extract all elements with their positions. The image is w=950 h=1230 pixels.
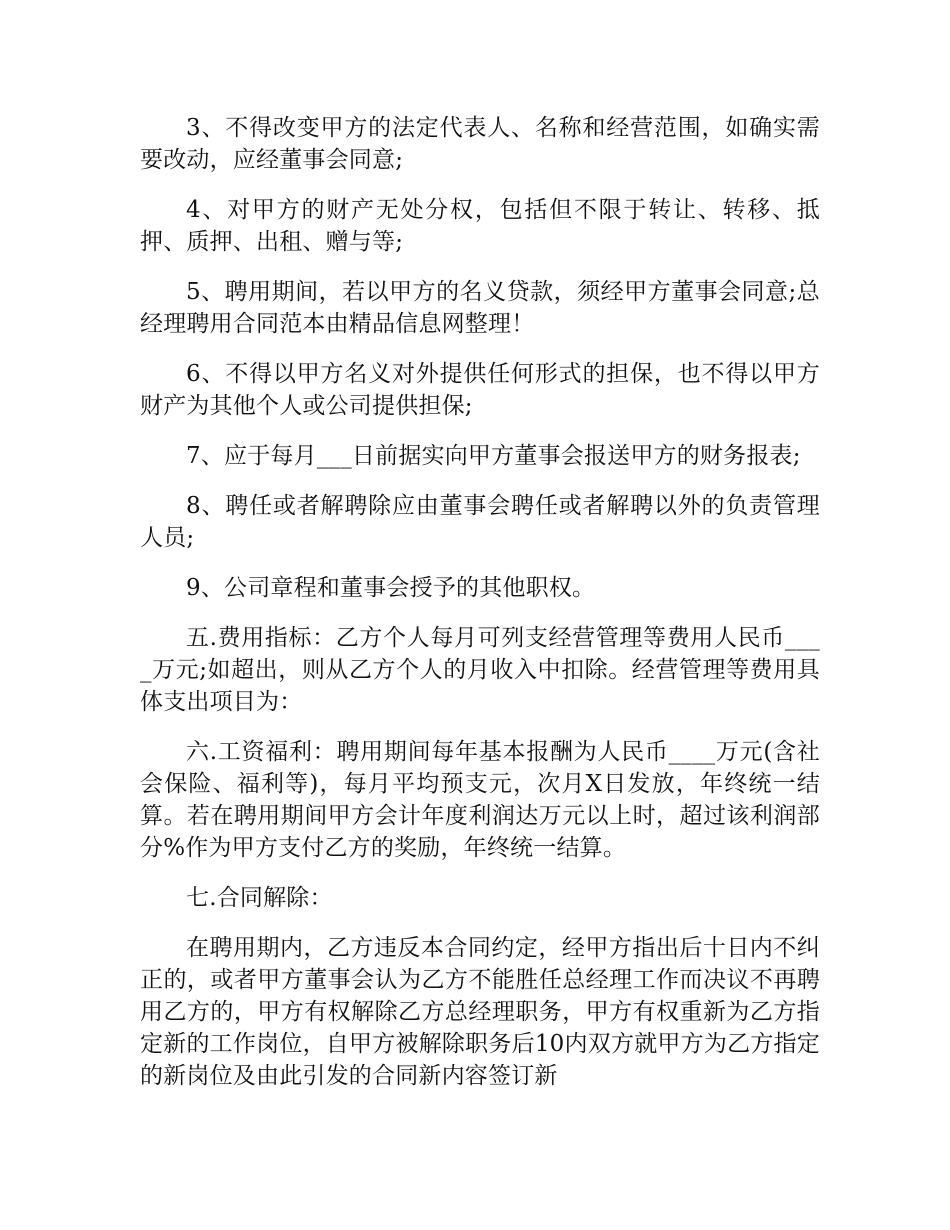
paragraph-clause-5: 5、聘用期间，若以甲方的名义贷款，须经甲方董事会同意;总经理聘用合同范本由精品信息网整理！ — [140, 279, 820, 337]
paragraph-clause-9: 9、公司章程和董事会授予的其他职权。 — [186, 575, 596, 601]
paragraph-expense-indicators: 五.费用指标：乙方个人每月可列支经营管理等费用人民币____万元;如超出，则从乙方个人的月收入中扣除。经营管理等费用具体支出项目为： — [140, 625, 820, 715]
document-body — [140, 112, 820, 1110]
paragraph-salary-benefits: 六.工资福利：聘用期间每年基本报酬为人民币____万元(含社会保险、福利等)，每月平均预支元，次月X日发放，年终统一结算。若在聘用期间甲方会计年度利润达万元以上时，超过该利润部分%作为甲方支付乙方的奖励，年终统一结算。 — [140, 739, 820, 861]
paragraph-termination-terms: 在聘用期内，乙方违反本合同约定，经甲方指出后十日内不纠正的，或者甲方董事会认为乙方不能胜任总经理工作而决议不再聘用乙方的，甲方有权解除乙方总经理职务，甲方有权重新为乙方指定新的工作岗位，自甲方被解除职务后10内双方就甲方为乙方指定的新岗位及由此引发的合同新内容签订新 — [140, 935, 820, 1089]
paragraph-clause-6: 6、不得以甲方名义对外提供任何形式的担保，也不得以甲方财产为其他个人或公司提供担保; — [140, 361, 820, 419]
paragraph-clause-8: 8、聘任或者解聘除应由董事会聘任或者解聘以外的负责管理人员; — [140, 493, 820, 551]
paragraph-clause-3: 3、不得改变甲方的法定代表人、名称和经营范围，如确实需要改动，应经董事会同意; — [140, 115, 820, 173]
paragraph-clause-7: 7、应于每月___日前据实向甲方董事会报送甲方的财务报表; — [186, 443, 801, 469]
section-heading-contract-termination: 七.合同解除： — [186, 885, 333, 911]
paragraph-clause-4: 4、对甲方的财产无处分权，包括但不限于转让、转移、抵押、质押、出租、赠与等; — [140, 197, 820, 255]
